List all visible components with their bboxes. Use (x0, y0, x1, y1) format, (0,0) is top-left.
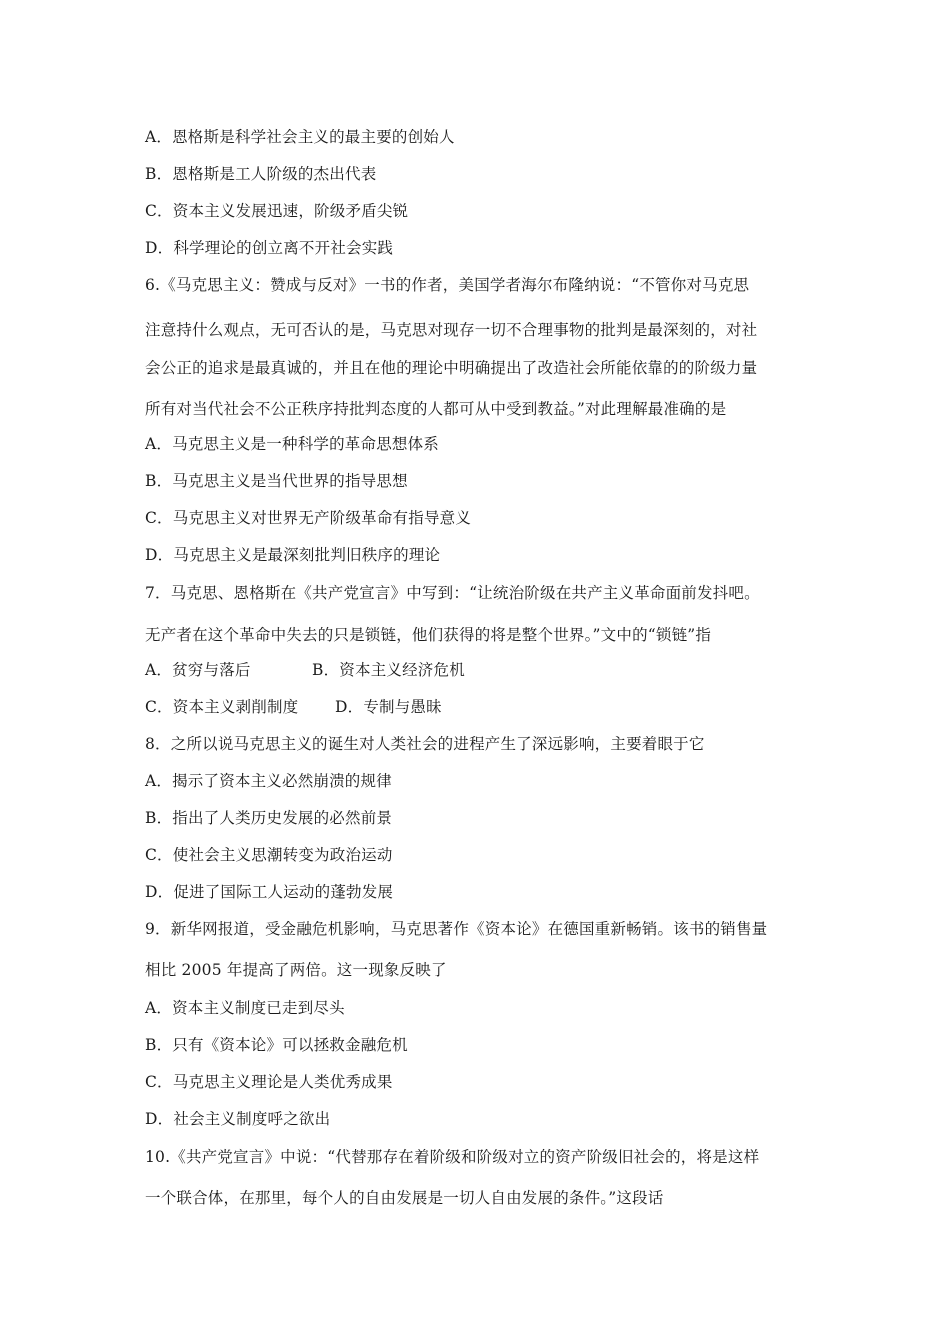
q7-options-row-2 (145, 697, 825, 717)
q7-stem-line-1: 7．马克思、恩格斯在《共产党宣言》中写到：“让统治阶级在共产主义革命面前发抖吧。 (145, 584, 760, 602)
q6-option-d: D．马克思主义是最深刻批判旧秩序的理论 (145, 546, 441, 564)
q6-option-a: A．马克思主义是一种科学的革命思想体系 (145, 435, 439, 453)
q8-option-a: A．揭示了资本主义必然崩溃的规律 (145, 772, 392, 790)
q7-option-b: B．资本主义经济危机 (312, 661, 465, 679)
q6-option-b: B．马克思主义是当代世界的指导思想 (145, 472, 408, 490)
q6-stem-line-4: 所有对当代社会不公正秩序持批判态度的人都可从中受到教益。”对此理解最准确的是 (145, 400, 727, 418)
q9-option-c: C．马克思主义理论是人类优秀成果 (145, 1073, 393, 1091)
q9-stem-line-1: 9．新华网报道，受金融危机影响，马克思著作《资本论》在德国重新畅销。该书的销售量 (145, 920, 768, 938)
q8-option-c: C．使社会主义思潮转变为政治运动 (145, 846, 393, 864)
q6-stem-line-3: 会公正的追求是最真诚的，并且在他的理论中明确提出了改造社会所能依靠的的阶级力量 (145, 359, 758, 377)
q10-stem-line-1: 10.《共产党宣言》中说：“代替那存在着阶级和阶级对立的资产阶级旧社会的，将是这样 (145, 1148, 760, 1166)
q8-option-d: D．促进了国际工人运动的蓬勃发展 (145, 883, 394, 901)
q7-option-a: A．贫穷与落后 (145, 661, 251, 679)
q5-option-c: C．资本主义发展迅速，阶级矛盾尖锐 (145, 202, 409, 220)
q6-stem-line-2: 注意持什么观点，无可否认的是，马克思对现存一切不合理事物的批判是最深刻的，对社 (145, 321, 758, 339)
q7-option-d: D．专制与愚昧 (335, 698, 442, 716)
q6-option-c: C．马克思主义对世界无产阶级革命有指导意义 (145, 509, 472, 527)
q7-option-c: C．资本主义剥削制度 (145, 698, 299, 716)
q9-option-d: D．社会主义制度呼之欲出 (145, 1110, 331, 1128)
q7-stem-line-2: 无产者在这个革命中失去的只是锁链，他们获得的将是整个世界。”文中的“锁链”指 (145, 626, 712, 644)
q8-stem: 8．之所以说马克思主义的诞生对人类社会的进程产生了深远影响，主要着眼于它 (145, 735, 705, 753)
q6-stem-line-1: 6.《马克思主义：赞成与反对》一书的作者，美国学者海尔布隆纳说：“不管你对马克思 (145, 276, 750, 294)
q5-option-a: A．恩格斯是科学社会主义的最主要的创始人 (145, 128, 455, 146)
q8-option-b: B．指出了人类历史发展的必然前景 (145, 809, 393, 827)
q7-options-row-1 (145, 660, 825, 680)
q5-option-d: D．科学理论的创立离不开社会实践 (145, 239, 394, 257)
q10-stem-line-2: 一个联合体，在那里，每个人的自由发展是一切人自由发展的条件。”这段话 (145, 1189, 664, 1207)
q5-option-b: B．恩格斯是工人阶级的杰出代表 (145, 165, 377, 183)
q9-option-a: A．资本主义制度已走到尽头 (145, 999, 345, 1017)
q9-option-b: B．只有《资本论》可以拯救金融危机 (145, 1036, 408, 1054)
q9-stem-line-2: 相比 2005 年提高了两倍。这一现象反映了 (145, 961, 447, 979)
